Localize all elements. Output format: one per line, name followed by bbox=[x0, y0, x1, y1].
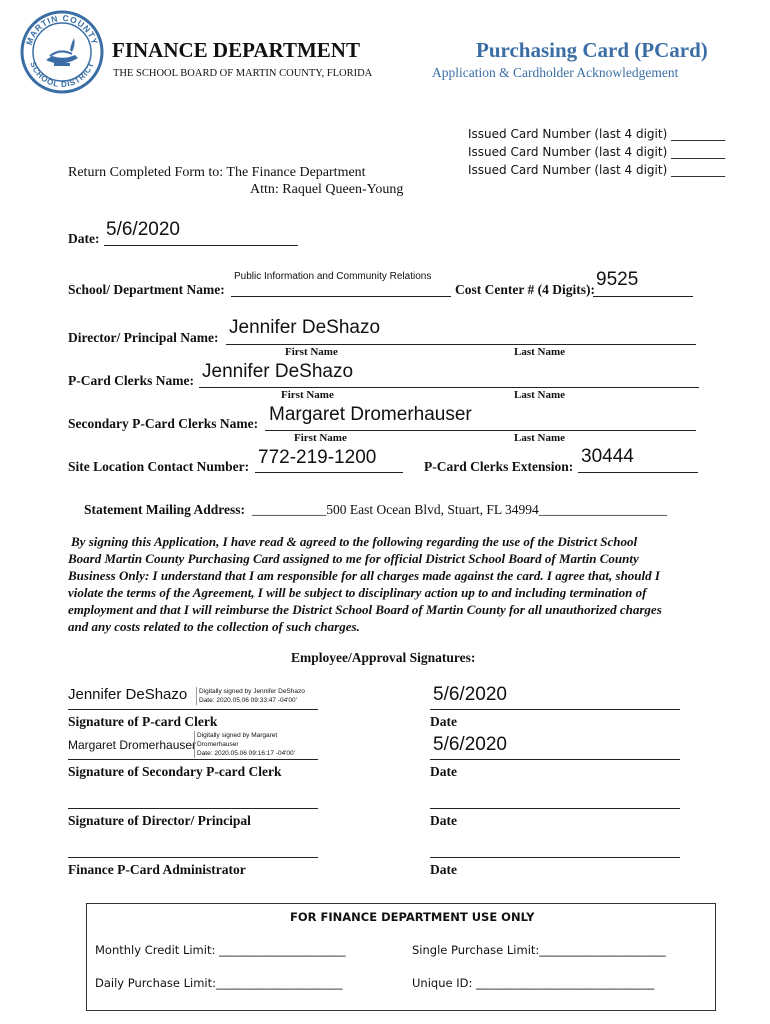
card-number-list bbox=[468, 125, 725, 179]
secondary-first-name-caption: First Name bbox=[294, 432, 347, 444]
secondary-signature-label: Signature of Secondary P-card Clerk bbox=[68, 764, 282, 779]
director-last-name-caption: Last Name bbox=[514, 346, 566, 358]
secondary-digital-signature-stamp bbox=[194, 731, 295, 758]
administrator-date-line[interactable] bbox=[430, 857, 680, 858]
secondary-last-name-caption: Last Name bbox=[514, 432, 566, 444]
card-number-line-1: Issued Card Number (last 4 digit) _________ bbox=[468, 127, 726, 141]
single-purchase-limit-field[interactable]: Single Purchase Limit:______________________ bbox=[412, 943, 666, 957]
director-name-underline bbox=[226, 344, 696, 345]
school-district-seal-logo bbox=[20, 10, 104, 94]
date-label: Date: bbox=[68, 231, 100, 246]
date-underline bbox=[104, 245, 298, 246]
extension-field[interactable]: 30444 bbox=[581, 446, 634, 467]
director-date-line[interactable] bbox=[430, 808, 680, 809]
agreement-line: and any costs related to the collection of such charges. bbox=[68, 619, 360, 634]
clerk-digital-signature-stamp bbox=[196, 687, 305, 705]
secondary-digital-signature-date: Date: 2020.05.06 09:16:17 -04'00' bbox=[197, 750, 295, 757]
agreement-line: By signing this Application, I have read & agreed to the following regarding the use of the District School bbox=[71, 534, 638, 549]
card-number-line-3: Issued Card Number (last 4 digit) _________ bbox=[468, 163, 726, 177]
director-signature-line[interactable] bbox=[68, 808, 318, 809]
director-name-label: Director/ Principal Name: bbox=[68, 330, 219, 345]
secondary-clerk-name-label: Secondary P-Card Clerks Name: bbox=[68, 416, 259, 431]
director-first-name-caption: First Name bbox=[285, 346, 338, 358]
agreement-line: Board Martin County Purchasing Card assigned to me for official District School Board of Martin County bbox=[68, 551, 639, 566]
secondary-clerk-signature-name[interactable]: Margaret Dromerhauser bbox=[68, 738, 197, 752]
clerk-signature-underline bbox=[68, 709, 318, 710]
administrator-date-label: Date bbox=[430, 862, 457, 877]
unique-id-field[interactable]: Unique ID: _______________________________ bbox=[412, 976, 655, 990]
clerk-last-name-caption: Last Name bbox=[514, 389, 566, 401]
clerk-first-name-caption: First Name bbox=[281, 389, 334, 401]
administrator-signature-label: Finance P-Card Administrator bbox=[68, 862, 246, 877]
mailing-address-field[interactable]: ___________500 East Ocean Blvd, Stuart, FL 34994___________________ bbox=[252, 502, 667, 517]
signatures-heading: Employee/Approval Signatures: bbox=[291, 650, 476, 665]
clerk-name-label: P-Card Clerks Name: bbox=[68, 373, 194, 388]
agreement-paragraph bbox=[68, 533, 662, 635]
cost-center-underline bbox=[593, 296, 693, 297]
svg-text:MARTIN COUNTY: MARTIN COUNTY bbox=[23, 12, 101, 47]
secondary-date-underline bbox=[430, 759, 680, 760]
clerk-name-field[interactable]: Jennifer DeShazo bbox=[202, 361, 354, 382]
extension-label: P-Card Clerks Extension: bbox=[424, 459, 574, 474]
clerk-signature-date-field[interactable]: 5/6/2020 bbox=[433, 684, 507, 705]
clerk-digital-signature-line: Digitally signed by Jennifer DeShazo bbox=[199, 688, 305, 695]
site-contact-label: Site Location Contact Number: bbox=[68, 459, 250, 474]
return-to-line-1: Return Completed Form to: The Finance Department bbox=[68, 165, 366, 180]
secondary-clerk-name-underline bbox=[265, 430, 696, 431]
secondary-digital-signature-line: Digitally signed by Margaret bbox=[197, 732, 278, 739]
secondary-signature-underline bbox=[68, 759, 318, 760]
administrator-signature-line[interactable] bbox=[68, 857, 318, 858]
monthly-credit-limit-field[interactable]: Monthly Credit Limit: ______________________ bbox=[95, 943, 346, 957]
director-signature-label: Signature of Director/ Principal bbox=[68, 813, 251, 828]
clerk-signature-label: Signature of P-card Clerk bbox=[68, 714, 218, 729]
clerk-date-underline bbox=[430, 709, 680, 710]
form-subtitle: Application & Cardholder Acknowledgement bbox=[432, 65, 679, 80]
clerk-signature-name[interactable]: Jennifer DeShazo bbox=[68, 686, 188, 703]
department-name-field[interactable]: Public Information and Community Relations bbox=[234, 271, 432, 282]
finance-box-title: FOR FINANCE DEPARTMENT USE ONLY bbox=[290, 910, 535, 924]
mailing-address-label: Statement Mailing Address: bbox=[84, 502, 245, 517]
cost-center-label: Cost Center # (4 Digits): bbox=[455, 282, 595, 297]
secondary-clerk-name-field[interactable]: Margaret Dromerhauser bbox=[269, 404, 472, 425]
site-contact-underline bbox=[255, 472, 403, 473]
agreement-line: Business Only: I understand that I am responsible for all charges made against the card. I agree that, should I bbox=[68, 568, 660, 583]
director-name-field[interactable]: Jennifer DeShazo bbox=[229, 317, 381, 338]
cost-center-field[interactable]: 9525 bbox=[596, 269, 639, 290]
secondary-date-label: Date bbox=[430, 764, 457, 779]
card-number-line-2: Issued Card Number (last 4 digit) _________ bbox=[468, 145, 726, 159]
site-contact-field[interactable]: 772-219-1200 bbox=[258, 447, 377, 468]
agreement-line: employment and that I will reimburse the District School Board of Martin County for all unauthorized charges bbox=[68, 602, 662, 617]
department-name-underline bbox=[231, 296, 451, 297]
form-title: Purchasing Card (PCard) bbox=[476, 38, 708, 62]
daily-purchase-limit-field[interactable]: Daily Purchase Limit:______________________ bbox=[95, 976, 343, 990]
secondary-signature-date-field[interactable]: 5/6/2020 bbox=[433, 734, 507, 755]
department-title: FINANCE DEPARTMENT bbox=[112, 38, 360, 62]
school-board-name: THE SCHOOL BOARD OF MARTIN COUNTY, FLORIDA bbox=[113, 68, 373, 79]
clerk-digital-signature-date: Date: 2020.05.06 09:33:47 -04'00' bbox=[199, 697, 297, 704]
clerk-date-label: Date bbox=[430, 714, 457, 729]
return-to-attn: Attn: Raquel Queen-Young bbox=[250, 182, 404, 197]
director-date-label: Date bbox=[430, 813, 457, 828]
agreement-line: violate the terms of the Agreement, I will be subject to disciplinary action up to and including termination of bbox=[68, 585, 647, 600]
department-name-label: School/ Department Name: bbox=[68, 282, 225, 297]
secondary-digital-signature-line: Dromerhauser bbox=[197, 741, 239, 748]
clerk-name-underline bbox=[199, 387, 699, 388]
finance-use-only-box bbox=[86, 903, 716, 1011]
svg-text:SCHOOL DISTRICT: SCHOOL DISTRICT bbox=[28, 60, 96, 90]
date-field[interactable]: 5/6/2020 bbox=[106, 219, 180, 240]
extension-underline bbox=[578, 472, 698, 473]
